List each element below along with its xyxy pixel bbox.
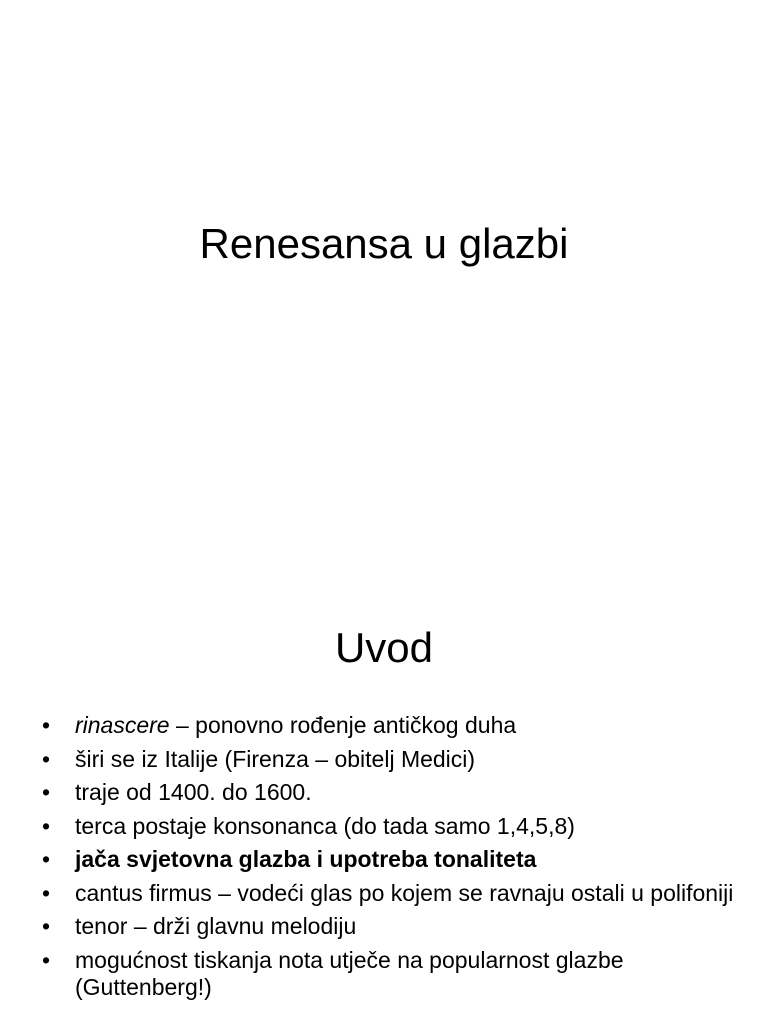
list-item-text: traje od 1400. do 1600. [75, 779, 312, 805]
list-item-text: širi se iz Italije (Firenza – obitelj Medici) [75, 745, 476, 772]
list-item [42, 846, 742, 873]
bullet-icon: • [42, 946, 51, 973]
list-item-text: – ponovno rođenje antičkog duha [169, 712, 517, 738]
section-title: Uvod [334, 624, 434, 671]
list-item [42, 913, 742, 940]
list-item [42, 746, 742, 773]
list-item [42, 712, 742, 739]
bullet-icon: • [42, 812, 51, 839]
bullet-icon: • [42, 745, 51, 772]
list-item [42, 779, 742, 806]
bullet-icon: • [42, 779, 51, 805]
bullet-icon: • [42, 712, 51, 738]
bullet-icon: • [42, 846, 51, 872]
list-item-text: jača svjetovna glazba i upotreba tonaliteta [75, 846, 537, 872]
slide-title: Renesansa u glazbi [199, 220, 569, 267]
list-item-text: cantus firmus – vodeći glas po kojem se ravnaju ostali u polifoniji [75, 879, 734, 906]
list-item [42, 880, 742, 907]
bullet-list [42, 712, 742, 1007]
bullet-icon: • [42, 913, 51, 939]
list-item [42, 813, 742, 840]
list-item-term: rinascere [75, 712, 170, 738]
list-item-text: mogućnost tiskanja nota utječe na popularnost glazbe (Guttenberg!) [75, 946, 624, 1000]
bullet-icon: • [42, 879, 51, 906]
list-item-text: tenor – drži glavnu melodiju [75, 913, 357, 939]
list-item [42, 947, 742, 1001]
list-item-text: terca postaje konsonanca (do tada samo 1,4,5,8) [75, 812, 575, 839]
